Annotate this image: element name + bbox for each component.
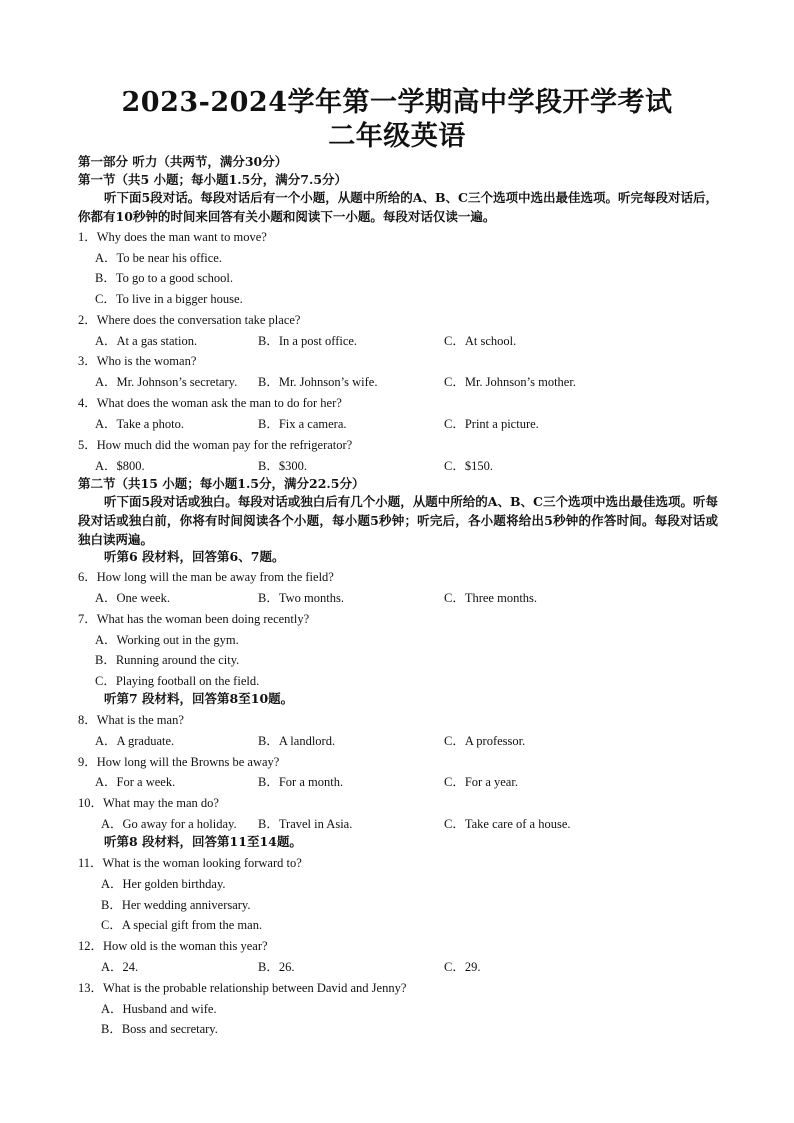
question-2: 2．Where does the conversation take place? xyxy=(78,313,301,327)
question-6: 6．How long will the man be away from the field? xyxy=(78,570,334,584)
part1-heading: 第一部分 听力（共两节，满分30分） xyxy=(78,154,288,169)
section2-instructions: 听下面5段对话或独白。每段对话或独白后有几个小题，从题中所给的A、B、C三个选项中选出最佳选项。听每段对话或独白前，你将有时间阅读各个小题，每小题5秒钟；听完后，各小题将给出5秒钟的作答时间。每段对话或独白读两遍。 xyxy=(78,494,718,547)
question-12-option-a: A．24. xyxy=(101,960,139,974)
question-10-option-a: A．Go away for a holiday. xyxy=(101,817,237,831)
question-13: 13．What is the probable relationship between David and Jenny? xyxy=(78,981,407,995)
question-5-option-b: B．$300. xyxy=(258,459,307,473)
question-12-option-b: B．26. xyxy=(258,960,295,974)
question-3-option-a: A．Mr. Johnson’s secretary. xyxy=(95,375,238,389)
question-6-option-b: B．Two months. xyxy=(258,591,344,605)
question-6-option-a: A．One week. xyxy=(95,591,170,605)
question-11-option-a: A．Her golden birthday. xyxy=(101,877,226,891)
question-9: 9．How long will the Browns be away? xyxy=(78,755,280,769)
question-7-option-c: C．Playing football on the field. xyxy=(95,674,260,688)
question-7-option-a: A．Working out in the gym. xyxy=(95,633,239,647)
question-2-option-c: C．At school. xyxy=(444,334,517,348)
question-8-option-b: B．A landlord. xyxy=(258,734,336,748)
question-9-option-c: C．For a year. xyxy=(444,775,518,789)
question-11-option-b: B．Her wedding anniversary. xyxy=(101,898,251,912)
question-3: 3．Who is the woman? xyxy=(78,354,197,368)
question-10-option-b: B．Travel in Asia. xyxy=(258,817,353,831)
question-5: 5．How much did the woman pay for the refrigerator? xyxy=(78,438,353,452)
question-1-option-a: A．To be near his office. xyxy=(95,251,222,265)
question-1-option-c: C．To live in a bigger house. xyxy=(95,292,243,306)
exam-subtitle: 二年级英语 xyxy=(328,121,466,152)
question-10-option-c: C．Take care of a house. xyxy=(444,817,571,831)
question-2-option-b: B．In a post office. xyxy=(258,334,358,348)
question-10: 10．What may the man do? xyxy=(78,796,219,810)
exam-title: 2023-2024学年第一学期高中学段开学考试 xyxy=(121,87,673,118)
question-13-option-b: B．Boss and secretary. xyxy=(101,1022,218,1036)
question-4-option-a: A．Take a photo. xyxy=(95,417,185,431)
question-1-option-b: B．To go to a good school. xyxy=(95,271,234,285)
question-1: 1．Why does the man want to move? xyxy=(78,230,267,244)
question-5-option-c: C．$150. xyxy=(444,459,493,473)
section2-heading: 第二节（共15 小题；每小题1.5分，满分22.5分） xyxy=(78,476,365,491)
question-5-option-a: A．$800. xyxy=(95,459,145,473)
question-12: 12．How old is the woman this year? xyxy=(78,939,268,953)
question-9-option-a: A．For a week. xyxy=(95,775,176,789)
question-9-option-b: B．For a month. xyxy=(258,775,344,789)
question-7-option-b: B．Running around the city. xyxy=(95,653,240,667)
question-4-option-b: B．Fix a camera. xyxy=(258,417,347,431)
material-note-7: 听第7 段材料，回答第8至10题。 xyxy=(104,691,294,706)
question-2-option-a: A．At a gas station. xyxy=(95,334,198,348)
material-note-8: 听第8 段材料，回答第11至14题。 xyxy=(104,834,302,849)
material-note-6: 听第6 段材料，回答第6、7题。 xyxy=(104,549,285,564)
question-11-option-c: C．A special gift from the man. xyxy=(101,918,263,932)
question-8: 8．What is the man? xyxy=(78,713,184,727)
section1-heading: 第一节（共5 小题；每小题1.5分，满分7.5分） xyxy=(78,172,348,187)
section1-instructions: 听下面5段对话。每段对话后有一个小题，从题中所给的A、B、C三个选项中选出最佳选项。听完每段对话后，你都有10秒钟的时间来回答有关小题和阅读下一小题。每段对话仅读一遍。 xyxy=(78,190,718,224)
question-8-option-c: C．A professor. xyxy=(444,734,526,748)
question-6-option-c: C．Three months. xyxy=(444,591,538,605)
question-13-option-a: A．Husband and wife. xyxy=(101,1002,217,1016)
question-12-option-c: C．29. xyxy=(444,960,481,974)
question-4-option-c: C．Print a picture. xyxy=(444,417,539,431)
question-11: 11．What is the woman looking forward to? xyxy=(78,856,302,870)
question-4: 4．What does the woman ask the man to do for her? xyxy=(78,396,342,410)
question-3-option-c: C．Mr. Johnson’s mother. xyxy=(444,375,576,389)
question-3-option-b: B．Mr. Johnson’s wife. xyxy=(258,375,378,389)
question-7: 7．What has the woman been doing recently? xyxy=(78,612,310,626)
question-8-option-a: A．A graduate. xyxy=(95,734,175,748)
